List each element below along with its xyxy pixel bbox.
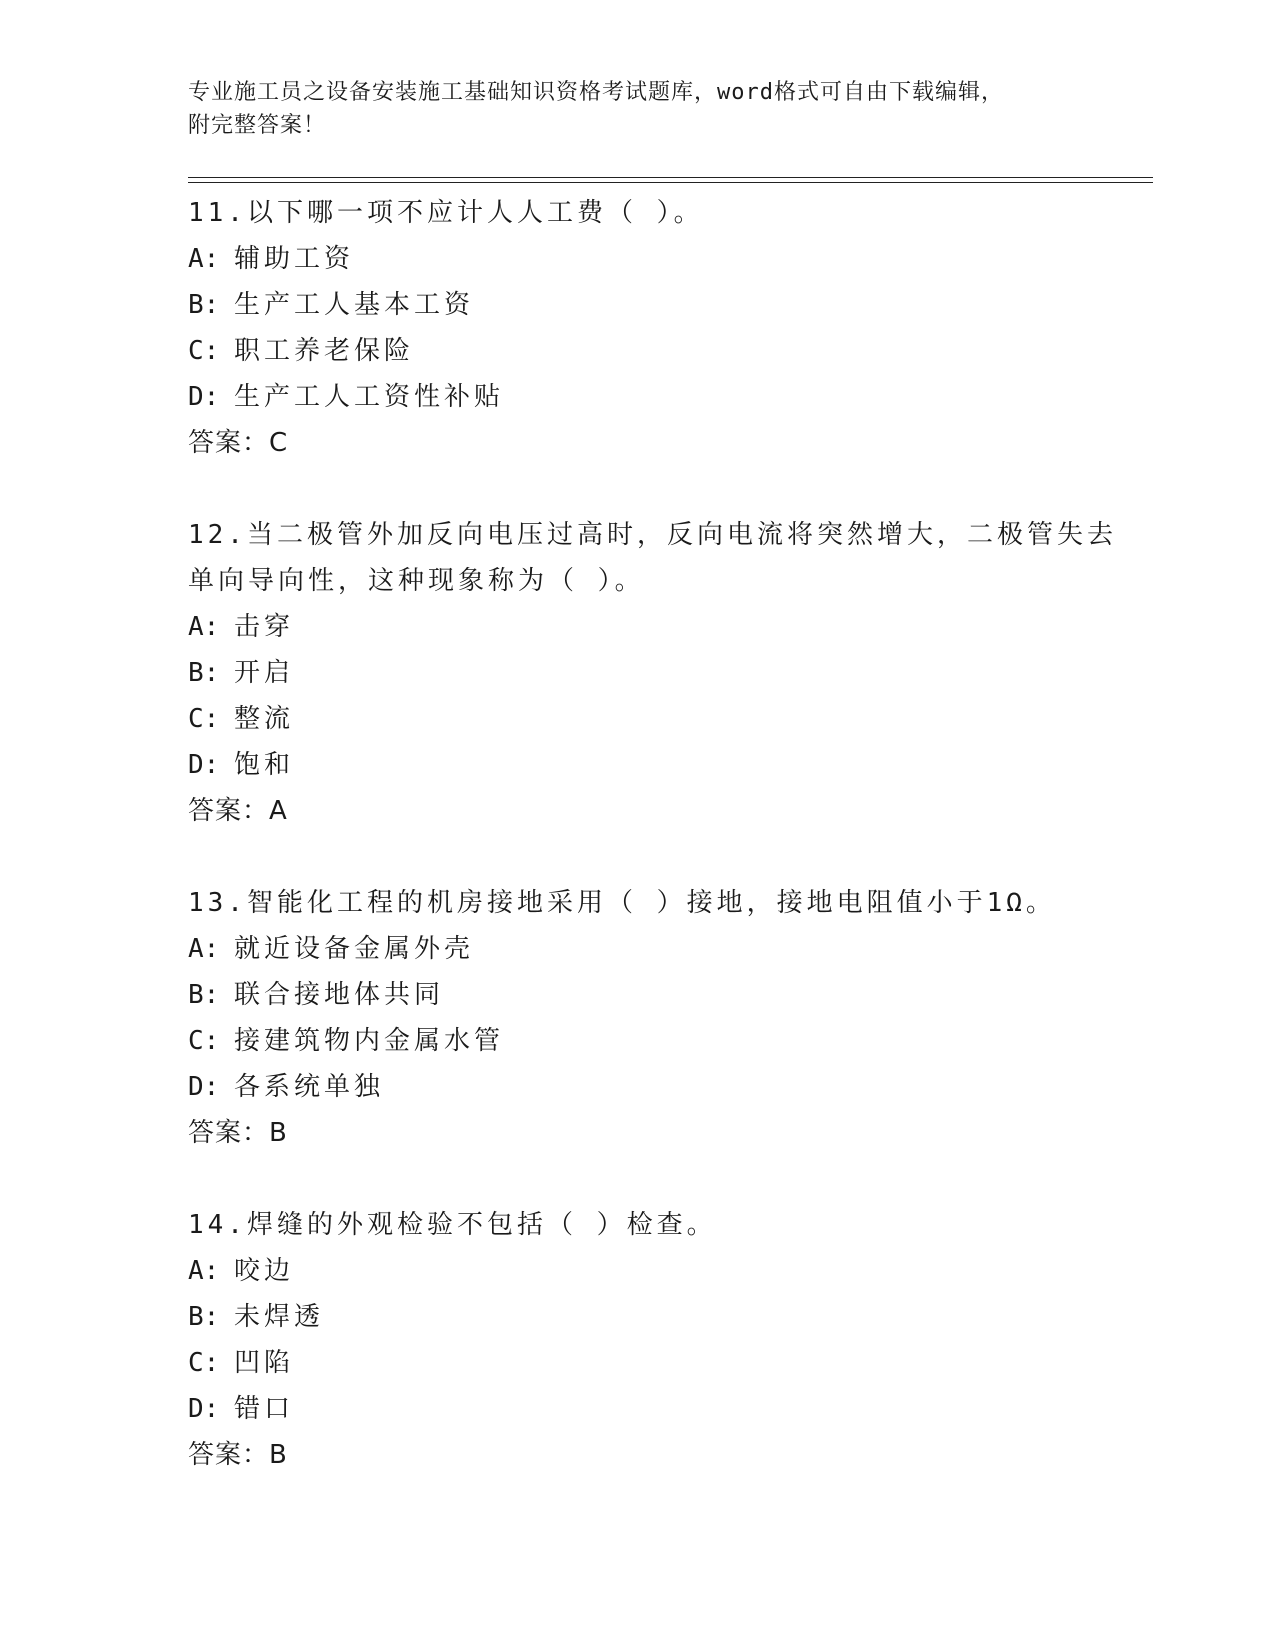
option-letter: D: [188,1072,220,1102]
option-text: 击穿 [234,612,295,642]
option-a [188,236,1148,282]
option-d [188,1386,1148,1432]
option-letter: C: [188,1026,220,1056]
option-text: 职工养老保险 [234,336,415,366]
option-letter: A: [188,1256,220,1286]
option-letter: A: [188,934,220,964]
option-letter: B: [188,290,220,320]
option-text: 错口 [234,1394,295,1424]
option-text: 整流 [234,704,295,734]
option-b [188,972,1148,1018]
document-header [188,76,1088,142]
option-text: 饱和 [234,750,295,780]
option-text: 开启 [234,658,295,688]
option-letter: C: [188,704,220,734]
option-d [188,1064,1148,1110]
option-text: 各系统单独 [234,1072,385,1102]
question-stem: 11.以下哪一项不应计人人工费（ ）。 [188,198,704,228]
option-letter: B: [188,658,220,688]
spacer [188,834,1148,880]
option-text: 生产工人工资性补贴 [234,382,505,412]
spacer [188,466,1148,512]
spacer [188,1156,1148,1202]
question-stem: 14.焊缝的外观检验不包括（ ）检查。 [188,1210,717,1240]
question-stem: 13.智能化工程的机房接地采用（ ）接地，接地电阻值小于1Ω。 [188,888,1056,918]
question-13 [188,880,1148,1156]
option-letter: D: [188,382,220,412]
option-text: 就近设备金属外壳 [234,934,475,964]
option-letter: A: [188,612,220,642]
answer: 答案：C [188,428,289,458]
option-a [188,926,1148,972]
answer: 答案：B [188,1440,288,1470]
option-letter: C: [188,336,220,366]
header-line-1: 专业施工员之设备安装施工基础知识资格考试题库，word格式可自由下载编辑， [188,80,1004,105]
option-text: 接建筑物内金属水管 [234,1026,505,1056]
header-divider-bottom [188,182,1153,183]
option-letter: B: [188,1302,220,1332]
header-divider-top [188,177,1153,178]
option-text: 辅助工资 [234,244,355,274]
answer: 答案：B [188,1118,288,1148]
option-letter: C: [188,1348,220,1378]
option-d [188,742,1148,788]
option-d [188,374,1148,420]
option-letter: D: [188,750,220,780]
option-c [188,696,1148,742]
option-c [188,1340,1148,1386]
option-letter: B: [188,980,220,1010]
option-a [188,1248,1148,1294]
header-line-2: 附完整答案！ [188,113,327,138]
option-letter: A: [188,244,220,274]
option-text: 凹陷 [234,1348,295,1378]
question-stem-continued: 单向导向性，这种现象称为（ ）。 [188,566,645,596]
option-text: 联合接地体共同 [234,980,445,1010]
question-11 [188,190,1148,466]
question-stem: 12.当二极管外加反向电压过高时，反向电流将突然增大，二极管失去 [188,520,1117,550]
option-b [188,650,1148,696]
option-text: 咬边 [234,1256,295,1286]
question-12 [188,512,1148,834]
option-b [188,1294,1148,1340]
option-c [188,1018,1148,1064]
option-c [188,328,1148,374]
question-14 [188,1202,1148,1478]
option-text: 未焊透 [234,1302,325,1332]
answer: 答案：A [188,796,288,826]
option-a [188,604,1148,650]
option-b [188,282,1148,328]
option-letter: D: [188,1394,220,1424]
question-list [188,190,1148,1478]
option-text: 生产工人基本工资 [234,290,475,320]
